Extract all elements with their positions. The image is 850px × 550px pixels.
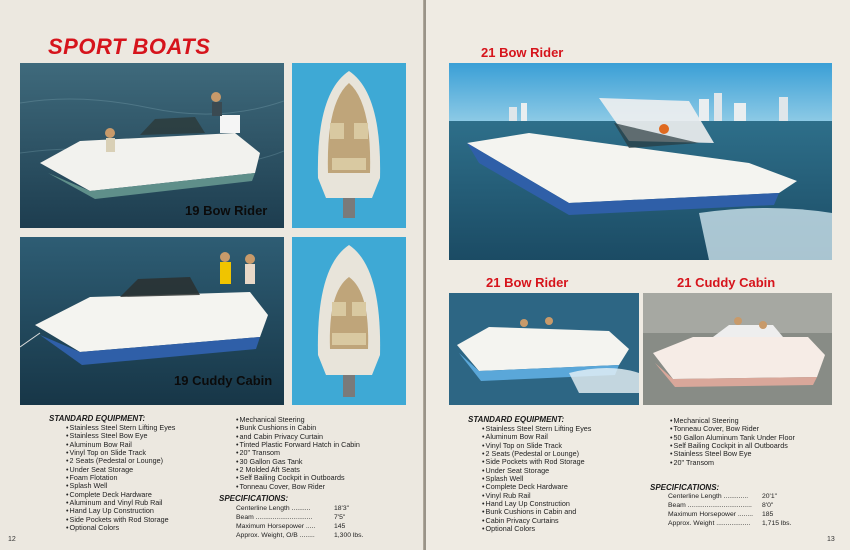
spec-row: [668, 493, 778, 500]
list-item: • Stainless Steel Bow Eye: [66, 432, 175, 440]
right-page: [426, 0, 850, 550]
spec-value: 145: [334, 523, 346, 530]
spec-value: 7'5": [334, 514, 346, 521]
list-item: • Self Bailing Cockpit in Outboards: [236, 474, 360, 482]
list-item: • 2 Seats (Pedestal or Lounge): [66, 457, 175, 465]
list-item: • Optional Colors: [66, 524, 175, 532]
spec-label: Centerline Length .............: [668, 493, 749, 500]
list-item: • Self Bailing Cockpit in all Outboards: [670, 442, 795, 450]
specifications-heading: SPECIFICATIONS:: [650, 483, 720, 492]
standard-equipment-heading: STANDARD EQUIPMENT:: [468, 415, 565, 424]
list-item: • Under Seat Storage: [482, 467, 591, 475]
list-item: • Tonneau Cover, Bow Rider: [236, 483, 360, 491]
specifications-heading: SPECIFICATIONS:: [219, 494, 289, 503]
spec-row: [668, 502, 774, 509]
list-item: • Foam Flotation: [66, 474, 175, 482]
list-item: • Cabin Privacy Curtains: [482, 517, 591, 525]
list-item: • Bunk Cushions in Cabin: [236, 424, 360, 432]
spec-value: 1,300 lbs.: [334, 532, 364, 539]
title-21-cuddy-cabin: 21 Cuddy Cabin: [677, 275, 776, 290]
standard-equipment-heading: STANDARD EQUIPMENT:: [49, 414, 146, 423]
list-item: • Tinted Plastic Forward Hatch in Cabin: [236, 441, 360, 449]
list-item: • Stainless Steel Stern Lifting Eyes: [66, 424, 175, 432]
spec-value: 20'1": [762, 493, 778, 500]
list-item: • Hand Lay Up Construction: [66, 507, 175, 515]
spec-row: [236, 505, 350, 512]
list-item: • 20" Transom: [236, 449, 360, 457]
list-item: • Tonneau Cover, Bow Rider: [670, 425, 795, 433]
list-item: • Stainless Steel Bow Eye: [670, 450, 795, 458]
spec-row: [236, 523, 346, 530]
list-item: • Bunk Cushions in Cabin and: [482, 508, 591, 516]
caption-19-cuddy-cabin: 19 Cuddy Cabin: [174, 373, 273, 388]
left-page: [0, 0, 424, 550]
list-item: • 2 Seats (Pedestal or Lounge): [482, 450, 591, 458]
photo-21-bow-rider-small: [449, 293, 639, 405]
equipment-list-col1: [66, 424, 175, 532]
equipment-list-col1: [482, 425, 591, 533]
spec-value: 8'0": [762, 502, 774, 509]
photo-19-cuddy-cabin-overhead: [292, 237, 406, 405]
list-item: • Optional Colors: [482, 525, 591, 533]
photo-19-bow-rider-overhead: [292, 63, 406, 228]
spec-value: 185: [762, 511, 774, 518]
spec-value: 1,715 lbs.: [762, 520, 792, 527]
list-item: • 30 Gallon Gas Tank: [236, 458, 360, 466]
spec-row: [236, 532, 364, 539]
spec-label: Maximum Horsepower .....: [236, 523, 316, 530]
list-item: • Under Seat Storage: [66, 466, 175, 474]
list-item: • Vinyl Top on Slide Track: [66, 449, 175, 457]
spec-value: 18'3": [334, 505, 350, 512]
list-item: • Side Pockets with Rod Storage: [66, 516, 175, 524]
spec-label: Centerline Length ..........: [236, 505, 311, 512]
list-item: • Mechanical Steering: [236, 416, 360, 424]
list-item: • Aluminum Bow Rail: [66, 441, 175, 449]
list-item: • Stainless Steel Stern Lifting Eyes: [482, 425, 591, 433]
spec-label: Approx. Weight ..................: [668, 520, 751, 527]
list-item: • Vinyl Top on Slide Track: [482, 442, 591, 450]
spec-label: Beam ..................................: [668, 502, 752, 509]
list-item: • Hand Lay Up Construction: [482, 500, 591, 508]
list-item: • Splash Well: [66, 482, 175, 490]
page-number: 12: [8, 536, 16, 543]
caption-19-bow-rider: 19 Bow Rider: [185, 203, 268, 218]
list-item: • Complete Deck Hardware: [66, 491, 175, 499]
photo-21-bow-rider-large: [449, 63, 832, 260]
spec-label: Approx. Weight, O/B ........: [236, 532, 315, 539]
list-item: • Mechanical Steering: [670, 417, 795, 425]
list-item: • 2 Molded Aft Seats: [236, 466, 360, 474]
list-item: • Splash Well: [482, 475, 591, 483]
list-item: • 50 Gallon Aluminum Tank Under Floor: [670, 434, 795, 442]
equipment-list-col2: [670, 417, 795, 467]
page-number: 13: [827, 536, 835, 543]
list-item: • Aluminum and Vinyl Rub Rail: [66, 499, 175, 507]
title-21-bow-rider-top: 21 Bow Rider: [481, 45, 564, 60]
spec-row: [236, 514, 346, 521]
page-title: SPORT BOATS: [48, 34, 211, 59]
list-item: • Complete Deck Hardware: [482, 483, 591, 491]
list-item: • 20" Transom: [670, 459, 795, 467]
title-21-bow-rider: 21 Bow Rider: [486, 275, 569, 290]
list-item: • Side Pockets with Rod Storage: [482, 458, 591, 466]
spec-row: [668, 520, 792, 527]
equipment-list-col2: [236, 416, 360, 491]
list-item: • Vinyl Rub Rail: [482, 492, 591, 500]
spec-label: Maximum Horsepower ........: [668, 511, 753, 518]
spec-label: Beam ..............................: [236, 514, 313, 521]
list-item: • Aluminum Bow Rail: [482, 433, 591, 441]
photo-21-cuddy-cabin-small: [643, 293, 832, 405]
spec-row: [668, 511, 774, 518]
list-item: • and Cabin Privacy Curtain: [236, 433, 360, 441]
